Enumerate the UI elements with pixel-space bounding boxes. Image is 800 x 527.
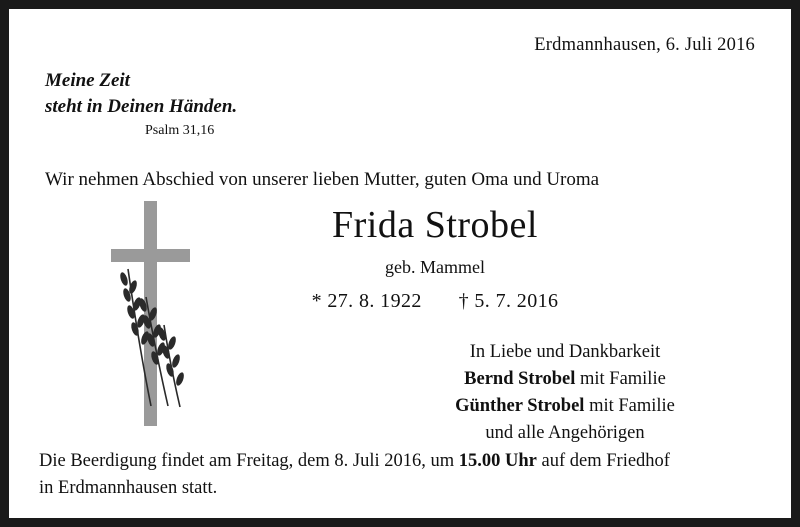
verse-block xyxy=(45,68,761,139)
funeral-text-part1: Die Beerdigung findet am Freitag, dem 8. Juli 2016, um xyxy=(39,451,459,472)
funeral-text-part2: auf dem Friedhof xyxy=(536,451,670,472)
birth-date: * 27. 8. 1922 xyxy=(311,290,422,313)
funeral-details xyxy=(39,448,761,502)
family-member-1-suffix: mit Familie xyxy=(575,368,666,389)
maiden-name: geb. Mammel xyxy=(385,257,485,278)
deceased-name: Frida Strobel xyxy=(332,204,538,247)
family-member-2 xyxy=(369,393,761,420)
family-member-2-suffix: mit Familie xyxy=(584,395,675,416)
verse-line-1: Meine Zeit xyxy=(45,70,130,91)
family-heading: In Liebe und Dankbarkeit xyxy=(469,342,661,363)
funeral-time: 15.00 Uhr xyxy=(458,451,537,472)
funeral-line-1 xyxy=(39,448,761,475)
family-member-1 xyxy=(369,366,761,393)
funeral-line-2: in Erdmannhausen statt. xyxy=(39,478,218,499)
family-member-1-name: Bernd Strobel xyxy=(464,368,576,389)
cross-with-wheat-illustration xyxy=(94,201,224,431)
notice-inner xyxy=(9,9,791,518)
family-member-2-name: Günther Strobel xyxy=(455,395,585,416)
place-and-date: Erdmannhausen, 6. Juli 2016 xyxy=(534,35,755,55)
death-date: † 5. 7. 2016 xyxy=(458,290,559,313)
verse-line-2: steht in Deinen Händen. xyxy=(45,95,238,117)
verse-reference: Psalm 31,16 xyxy=(145,123,215,139)
intro-text: Wir nehmen Abschied von unserer lieben Mutter, guten Oma und Uroma xyxy=(45,169,600,191)
family-closing: und alle Angehörigen xyxy=(485,422,645,443)
